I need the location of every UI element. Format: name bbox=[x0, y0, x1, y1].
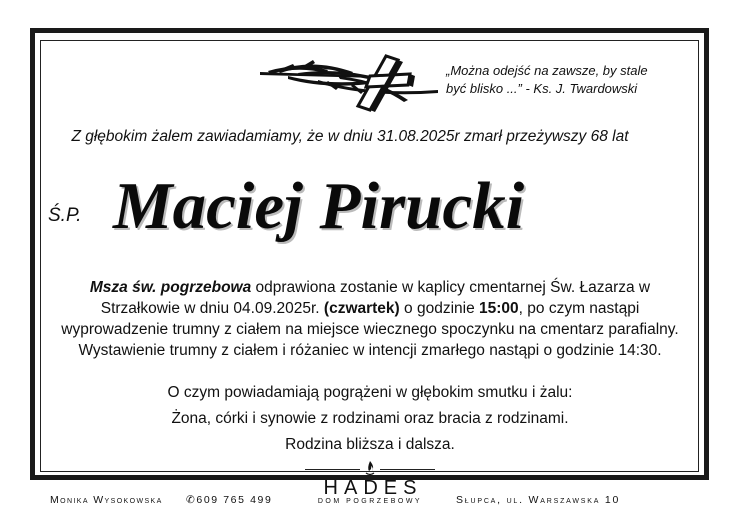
quote-line-2: być blisko ...” - Ks. J. Twardowski bbox=[446, 81, 638, 96]
quote-line-1: „Można odejść na zawsze, by stale bbox=[446, 63, 648, 78]
brand-rule-left bbox=[305, 469, 360, 470]
cross-with-palm-icon bbox=[258, 40, 448, 112]
deceased-name: Maciej Pirucki bbox=[113, 169, 525, 243]
brand-subtitle: DOM POGRZEBOWY bbox=[317, 498, 423, 505]
mourners-relatives: Rodzina bliższa i dalsza. bbox=[285, 436, 455, 453]
ceremony-time: 15:00 bbox=[479, 300, 519, 317]
deceased-prefix: Ś.P. bbox=[48, 205, 82, 226]
ceremony-text-3: , po czym nastąpi wyprowadzenie trumny z ciałem na miejsce wiecznego spoczynku na cmentarz parafialny. Wystawienie trumny z ciałem i różaniec w intencji zmarłego nastąpi o godzinie 14:30. bbox=[61, 300, 679, 359]
ceremony-details bbox=[60, 277, 680, 361]
brand-rule-right bbox=[380, 469, 435, 470]
announcement: Z głębokim żalem zawiadamiamy, że w dniu 31.08.2025r zmarł przeżywszy 68 lat bbox=[71, 128, 629, 145]
brand-logo bbox=[300, 477, 440, 505]
mourners-intro: O czym powiadamiają pogrążeni w głębokim smutku i żalu: bbox=[167, 384, 573, 401]
contact-phone: ✆609 765 499 bbox=[186, 494, 273, 506]
ceremony-text-2: o godzinie bbox=[399, 300, 479, 317]
address: Słupca, ul. Warszawska 10 bbox=[456, 494, 621, 506]
brand-name: HADES bbox=[323, 477, 423, 499]
contact-name: Monika Wysokowska bbox=[50, 494, 163, 506]
ceremony-text-1: odprawiona zostanie w kaplicy cmentarnej Św. Łazarza w Strzałkowie w dniu 04.09.2025r. bbox=[100, 279, 651, 317]
quote bbox=[446, 62, 686, 98]
mourners-family: Żona, córki i synowie z rodzinami oraz bracia z rodzinami. bbox=[171, 410, 569, 427]
weekday: (czwartek) bbox=[323, 300, 400, 317]
mass-label: Msza św. pogrzebowa bbox=[89, 279, 252, 296]
flame-icon bbox=[363, 460, 377, 478]
